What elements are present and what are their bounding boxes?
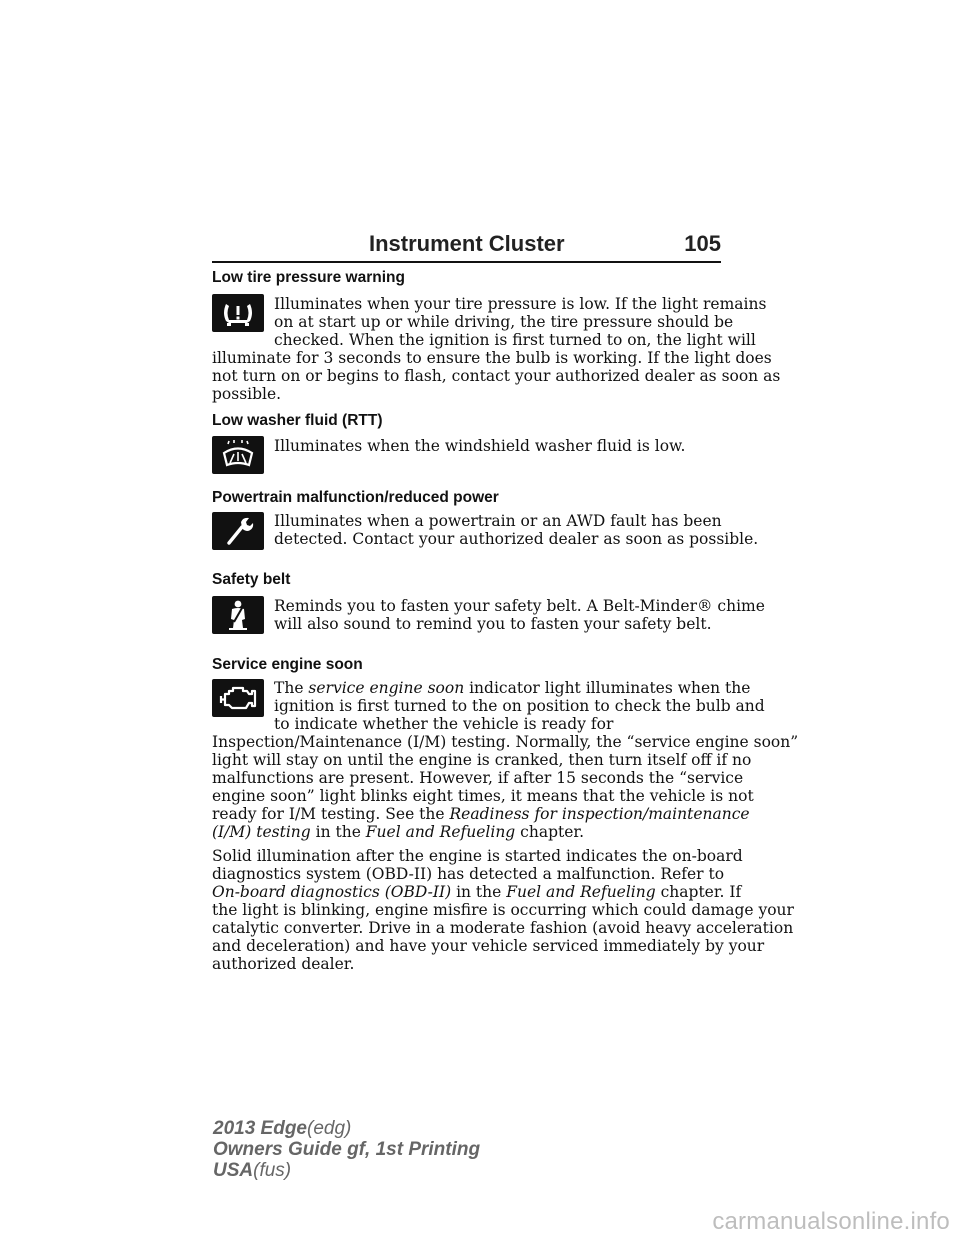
- tire-text-line: Illuminates when your tire pressure is low. If the light remains: [274, 295, 767, 313]
- engine-text-line: Inspection/Maintenance (I/M) testing. Normally, the “service engine soon”: [212, 733, 799, 751]
- washer-fluid-icon: [212, 436, 264, 474]
- text-run: chapter. If: [655, 883, 742, 901]
- tire-pressure-heading: Low tire pressure warning: [212, 269, 405, 286]
- belt-text-line: Reminds you to fasten your safety belt. A Belt-Minder® chime: [274, 597, 765, 615]
- cross-reference: On-board diagnostics (OBD-II): [212, 883, 452, 901]
- engine-icon: [212, 679, 264, 717]
- watermark: carmanualsonline.info: [712, 1208, 950, 1235]
- solid-text-line: and deceleration) and have your vehicle serviced immediately by your: [212, 937, 765, 955]
- powertrain-text-line: detected. Contact your authorized dealer as soon as possible.: [274, 530, 759, 548]
- italic-term: service engine soon: [308, 679, 465, 697]
- tire-text-line: possible.: [212, 385, 282, 403]
- header-rule: [212, 261, 721, 263]
- text-run: in the: [451, 883, 507, 901]
- washer-fluid-heading: Low washer fluid (RTT): [212, 412, 383, 429]
- solid-text-line: authorized dealer.: [212, 955, 355, 973]
- engine-text-line: [212, 805, 750, 823]
- engine-text-line: [274, 679, 750, 697]
- safety-belt-icon: [212, 596, 264, 634]
- footer-printing: [213, 1139, 480, 1161]
- tire-text-line: illuminate for 3 seconds to ensure the bulb is working. If the light does: [212, 349, 772, 367]
- chapter-reference: Fuel and Refueling: [506, 883, 656, 901]
- engine-text-line: ignition is first turned to the on position to check the bulb and: [274, 697, 765, 715]
- text-run: ready for I/M testing. See the: [212, 805, 450, 823]
- footer-model-code: (edg): [307, 1118, 352, 1139]
- solid-text-line: the light is blinking, engine misfire is occurring which could damage your: [212, 901, 794, 919]
- engine-text-line: [212, 823, 584, 841]
- low-tire-pressure-icon: [212, 294, 264, 332]
- engine-heading: Service engine soon: [212, 656, 363, 673]
- footer-model: [213, 1118, 351, 1140]
- tire-text-line: on at start up or while driving, the tire pressure should be: [274, 313, 734, 331]
- washer-text-line: Illuminates when the windshield washer fluid is low.: [274, 437, 686, 455]
- footer-market-code: (fus): [253, 1160, 292, 1181]
- text-run: The: [274, 679, 309, 697]
- solid-text-line: catalytic converter. Drive in a moderate fashion (avoid heavy acceleration: [212, 919, 794, 937]
- cross-reference: (I/M) testing: [212, 823, 311, 841]
- solid-text-line: [212, 883, 741, 901]
- engine-text-line: engine soon” light blinks eight times, it means that the vehicle is not: [212, 787, 754, 805]
- powertrain-text-line: Illuminates when a powertrain or an AWD fault has been: [274, 512, 722, 530]
- safety-belt-heading: Safety belt: [212, 571, 291, 588]
- text-run: chapter.: [515, 823, 585, 841]
- solid-text-line: diagnostics system (OBD-II) has detected a malfunction. Refer to: [212, 865, 725, 883]
- tire-text-line: not turn on or begins to flash, contact your authorized dealer as soon as: [212, 367, 781, 385]
- footer-printing-text: Owners Guide gf, 1st Printing: [213, 1139, 481, 1160]
- engine-text-line: to indicate whether the vehicle is ready for: [274, 715, 614, 733]
- page-number: 105: [684, 231, 721, 256]
- wrench-icon: [212, 512, 264, 550]
- cross-reference: Readiness for inspection/maintenance: [449, 805, 750, 823]
- footer-market: [213, 1160, 291, 1182]
- solid-text-line: Solid illumination after the engine is started indicates the on-board: [212, 847, 743, 865]
- engine-text-line: light will stay on until the engine is cranked, then turn itself off if no: [212, 751, 752, 769]
- page-header: [212, 231, 721, 263]
- chapter-title: Instrument Cluster: [369, 231, 565, 256]
- engine-text-line: malfunctions are present. However, if after 15 seconds the “service: [212, 769, 744, 787]
- chapter-reference: Fuel and Refueling: [365, 823, 516, 841]
- text-run: indicator light illuminates when the: [464, 679, 751, 697]
- tire-text-line: checked. When the ignition is first turned to on, the light will: [274, 331, 756, 349]
- footer-model-name: 2013 Edge: [213, 1118, 307, 1139]
- powertrain-heading: Powertrain malfunction/reduced power: [212, 489, 499, 506]
- belt-text-line: will also sound to remind you to fasten your safety belt.: [274, 615, 712, 633]
- text-run: in the: [310, 823, 366, 841]
- footer-market-name: USA: [213, 1160, 254, 1181]
